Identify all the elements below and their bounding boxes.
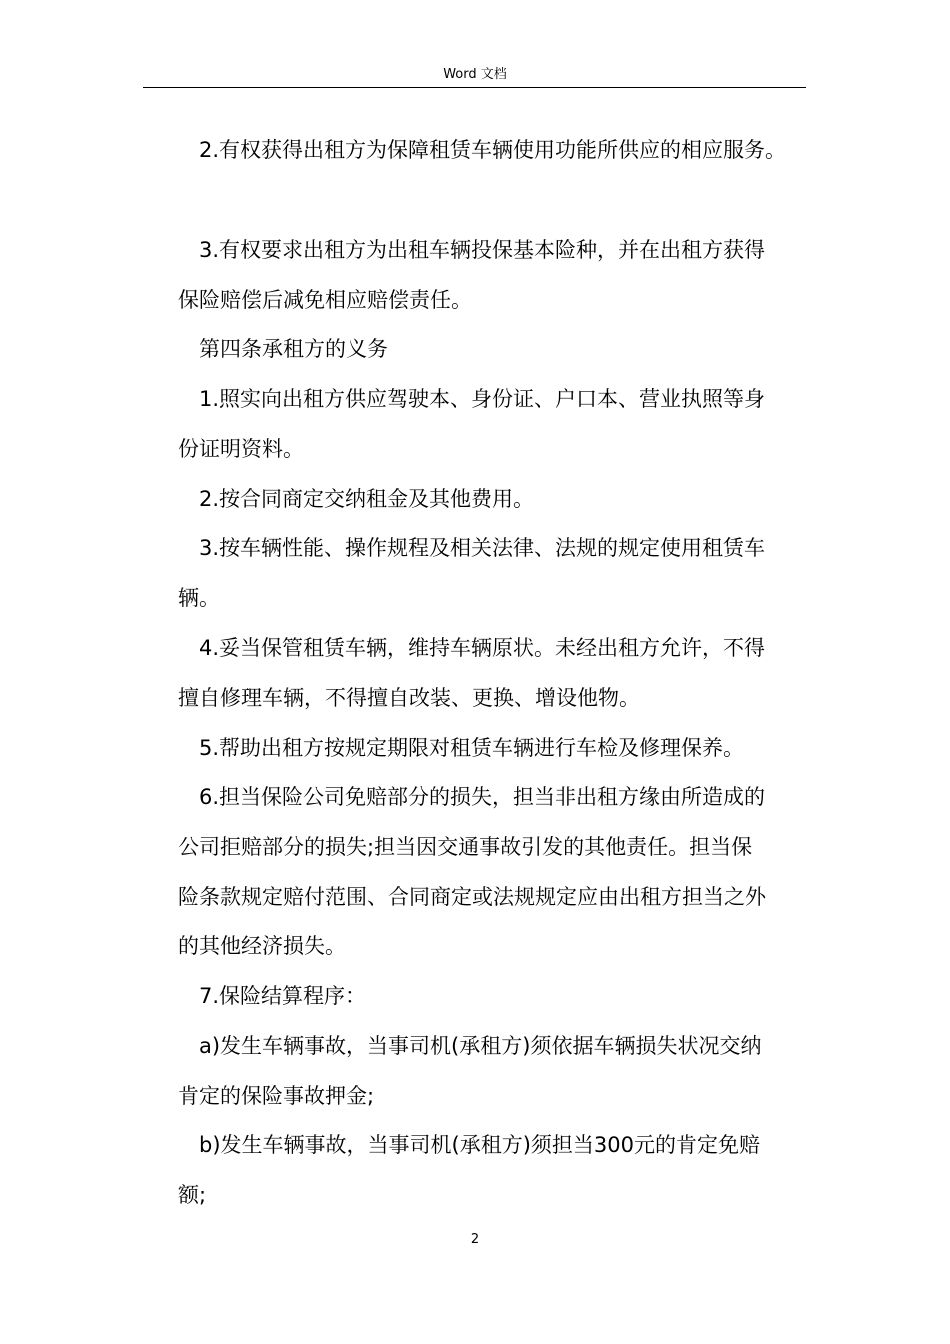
paragraph-line: 6.担当保险公司免赔部分的损失，担当非出租方缘由所造成的: [199, 785, 766, 809]
section-heading: 第四条承租方的义务: [199, 337, 388, 361]
paragraph-line: a)发生车辆事故，当事司机(承租方)须依据车辆损失状况交纳: [199, 1034, 762, 1058]
paragraph-line: 2.有权获得出租方为保障租赁车辆使用功能所供应的相应服务。: [199, 138, 787, 162]
paragraph-line: 保险赔偿后减免相应赔偿责任。: [178, 288, 472, 312]
paragraph-line: 公司拒赔部分的损失;担当因交通事故引发的其他责任。担当保: [178, 835, 753, 859]
paragraph-line: 擅自修理车辆，不得擅自改装、更换、增设他物。: [178, 686, 640, 710]
page-header: Word 文档: [443, 67, 507, 82]
paragraph-line: 肯定的保险事故押金;: [178, 1084, 375, 1108]
paragraph-line: 3.按车辆性能、操作规程及相关法律、法规的规定使用租赁车: [199, 536, 766, 560]
paragraph-line: 7.保险结算程序：: [199, 984, 367, 1008]
paragraph-line: 额;: [178, 1183, 207, 1207]
paragraph-line: 辆。: [178, 586, 220, 610]
paragraph-line: 1.照实向出租方供应驾驶本、身份证、户口本、营业执照等身: [199, 387, 766, 411]
header-divider: [143, 87, 806, 88]
paragraph-line: 5.帮助出租方按规定期限对租赁车辆进行车检及修理保养。: [199, 736, 745, 760]
paragraph-line: 2.按合同商定交纳租金及其他费用。: [199, 487, 535, 511]
page-number: 2: [470, 1232, 480, 1247]
paragraph-line: 险条款规定赔付范围、合同商定或法规规定应由出租方担当之外: [178, 885, 766, 909]
paragraph-line: 4.妥当保管租赁车辆，维持车辆原状。未经出租方允许，不得: [199, 636, 766, 660]
paragraph-line: b)发生车辆事故，当事司机(承租方)须担当300元的肯定免赔: [199, 1133, 760, 1157]
paragraph-line: 份证明资料。: [178, 437, 304, 461]
paragraph-line: 3.有权要求出租方为出租车辆投保基本险种，并在出租方获得: [199, 238, 766, 262]
paragraph-line: 的其他经济损失。: [178, 934, 346, 958]
